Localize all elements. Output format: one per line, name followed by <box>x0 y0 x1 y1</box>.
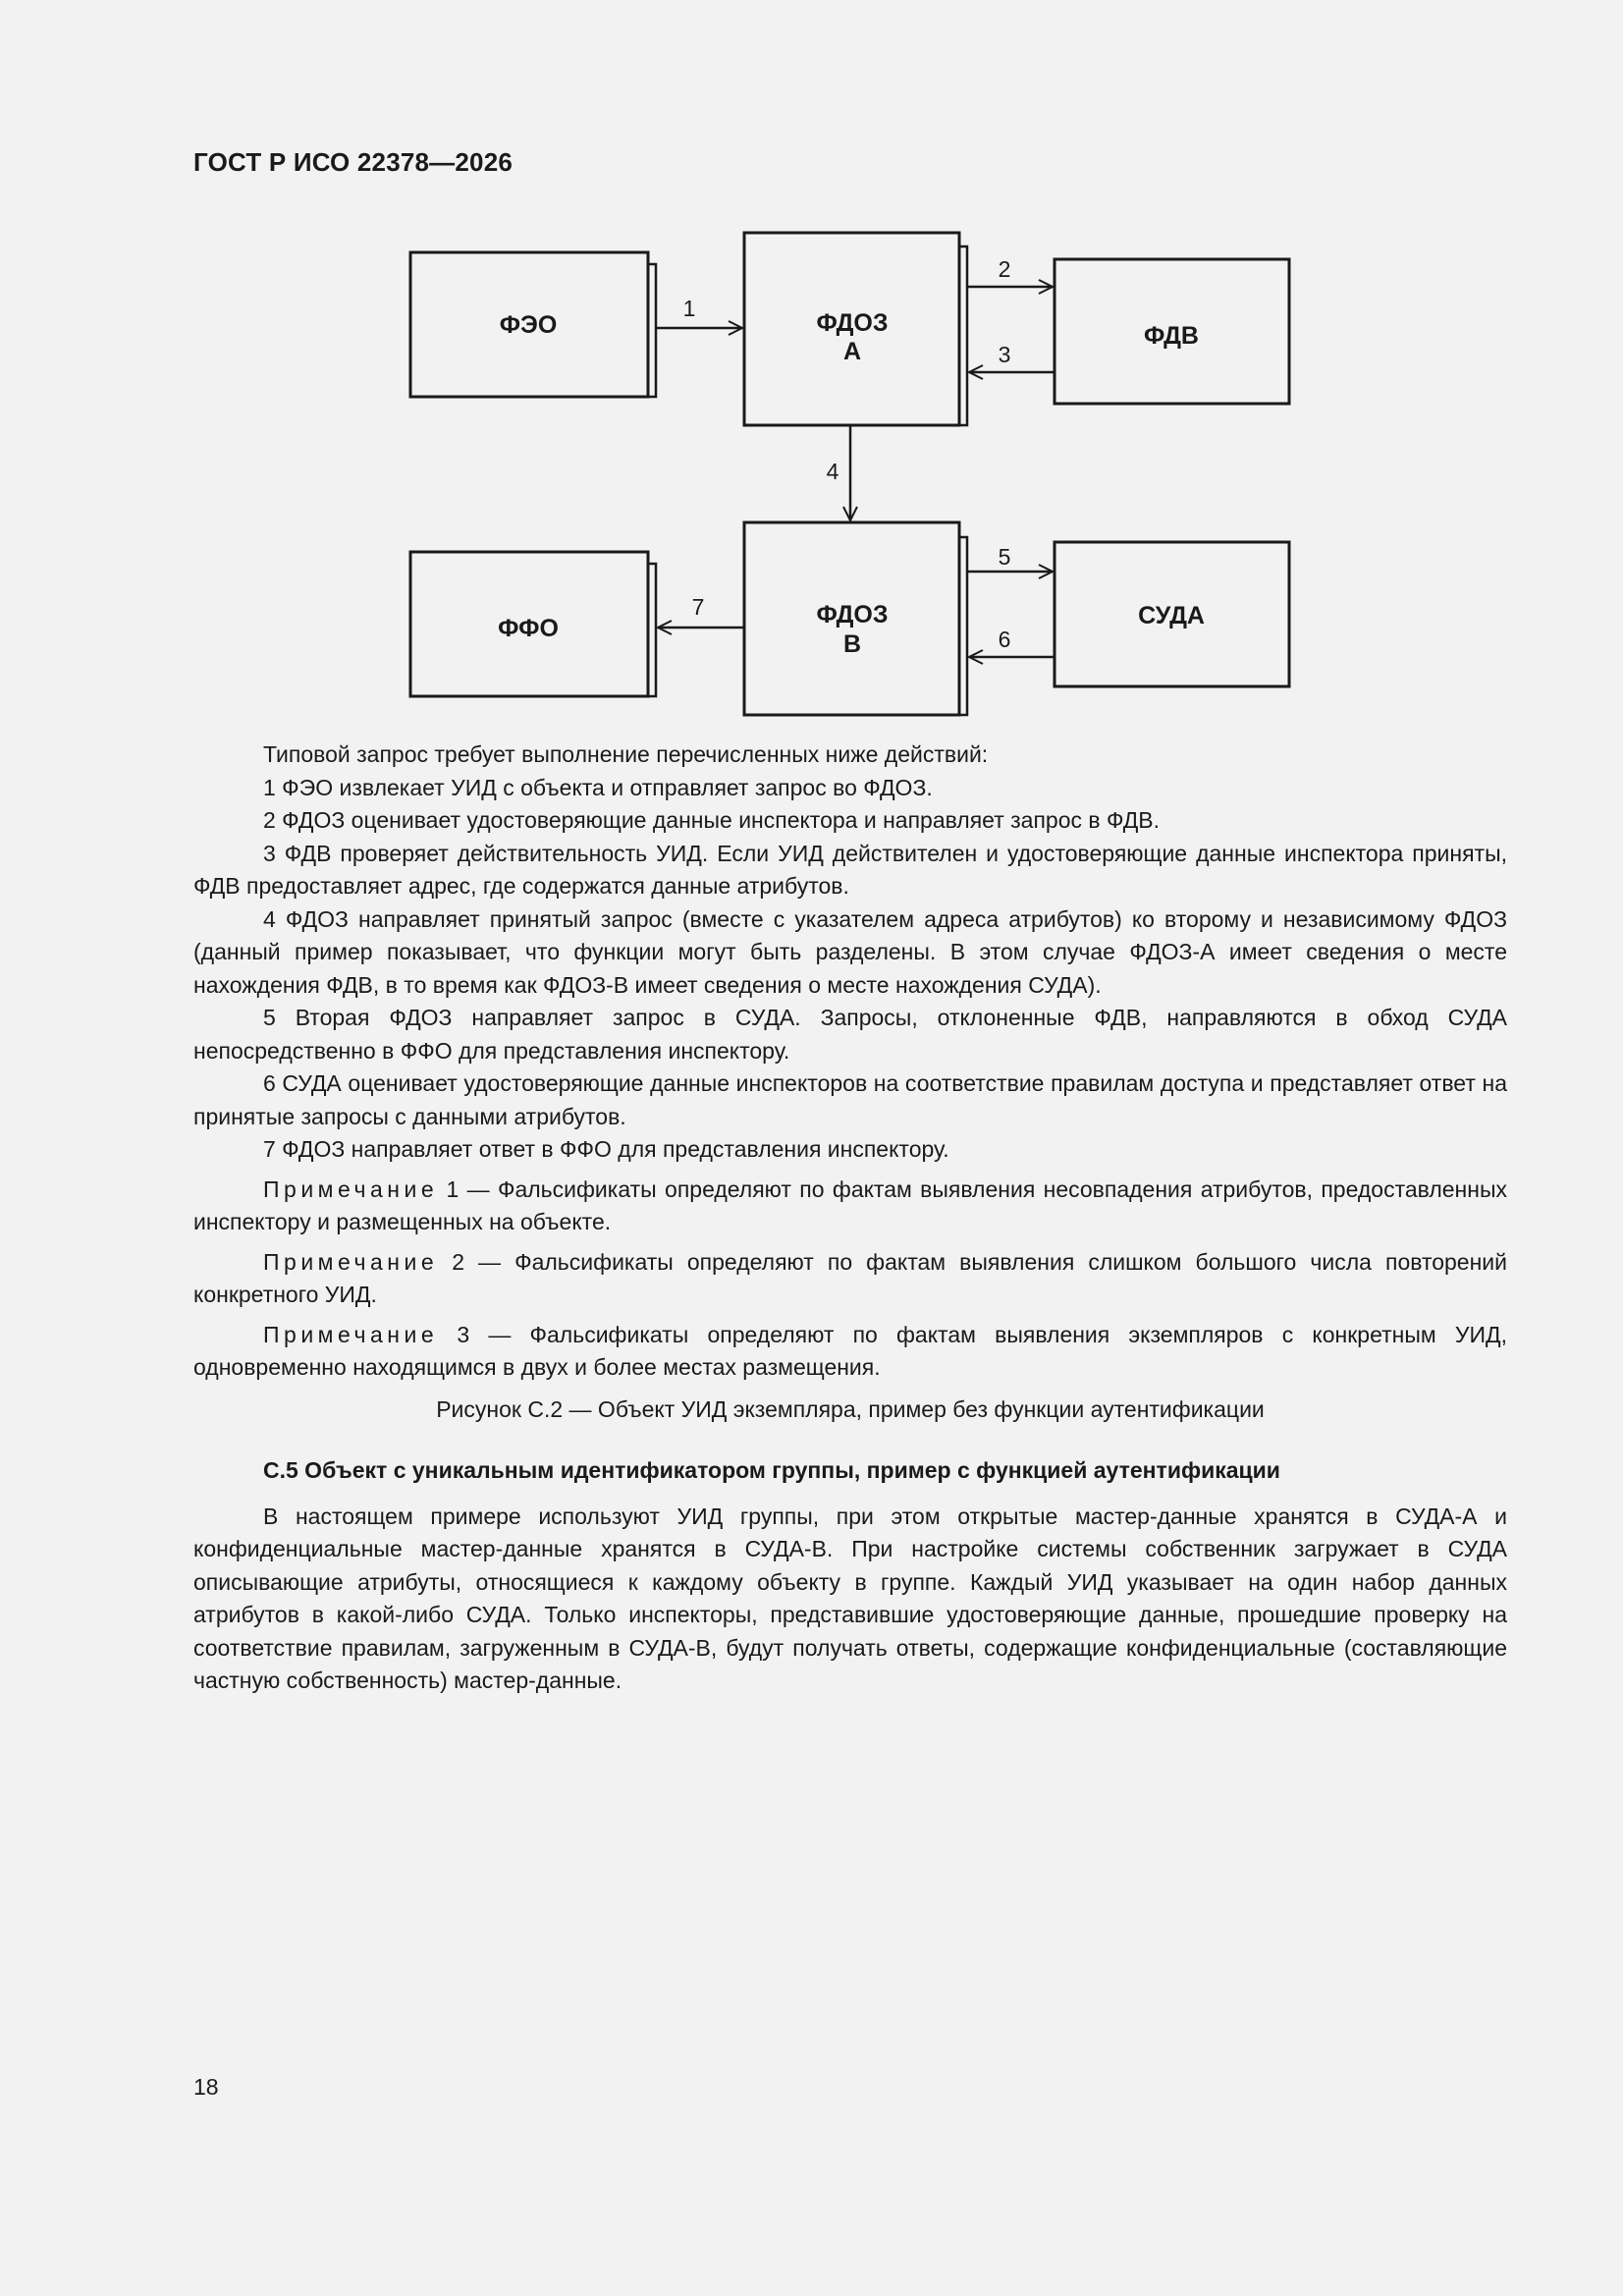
box-fdoz-b <box>744 522 967 715</box>
box-ffo-label: ФФО <box>498 615 559 642</box>
box-fdv-label: ФДВ <box>1144 322 1199 350</box>
note-1 <box>193 1174 1507 1239</box>
figure-caption: Рисунок С.2 — Объект УИД экземпляра, пример без функции аутентификации <box>436 1395 1265 1422</box>
box-suda <box>1055 542 1289 686</box>
arrow-5 <box>967 544 1053 572</box>
box-suda-label: СУДА <box>1138 602 1205 629</box>
arrow-7 <box>658 594 744 628</box>
box-fdoz-a-label-1: ФДОЗ <box>816 309 889 337</box>
note-1-text: 1 — Фальсификаты определяют по фактам выявления несовпадения атрибутов, предоставленных инспектору и размещенных на объекте. <box>193 1175 1507 1234</box>
intro-paragraph: Типовой запрос требует выполнение перечисленных ниже действий: <box>263 741 989 767</box>
box-fdoz-b-label-1: ФДОЗ <box>816 601 889 629</box>
arrow-6 <box>969 627 1055 657</box>
page-number: 18 <box>193 2074 219 2100</box>
document-header: ГОСТ Р ИСО 22378—2026 <box>193 147 514 177</box>
step-4: 4 ФДОЗ направляет принятый запрос (вместе с указателем адреса атрибутов) ко второму и независимому ФДОЗ (данный пример показывает, что функции могут быть разделены. В этом случае ФДОЗ-А имеет сведения о месте нахождения ФДВ, в то время как ФДОЗ-В имеет сведения о месте нахождения СУДА). <box>193 905 1507 998</box>
note-1-label: Примечание <box>263 1175 439 1202</box>
arrow-4 <box>827 425 850 520</box>
section-title: С.5 Объект с уникальным идентификатором группы, пример с функцией аутентификации <box>263 1457 1280 1483</box>
step-1: 1 ФЭО извлекает УИД с объекта и отправляет запрос во ФДОЗ. <box>263 774 933 800</box>
section-paragraph: В настоящем примере используют УИД группы, при этом открытые мастер-данные хранятся в СУДА-А и конфиденциальные мастер-данные хранятся в СУДА-В. При настройке системы собственник загружает в СУДА описывающие атрибуты, относящиеся к каждому объекту в группе. Каждый УИД указывает на один набор данных атрибутов в какой-либо СУДА. Только инспекторы, представившие удостоверяющие данные, прошедшие проверку на соответствие правилам, загруженным в СУДА-В, будут получать ответы, содержащие конфиденциальные (составляющие частную собственность) мастер-данные. <box>193 1503 1507 1693</box>
document-body <box>193 738 1507 1698</box>
note-2 <box>193 1246 1507 1312</box>
step-2: 2 ФДОЗ оценивает удостоверяющие данные инспектора и направляет запрос в ФДВ. <box>263 807 1161 833</box>
note-3-label: Примечание <box>263 1321 439 1347</box>
flow-diagram <box>0 0 1623 746</box>
box-fdoz-b-label-2: В <box>842 630 862 658</box>
arrow-2-label: 2 <box>998 256 1011 282</box>
arrow-3 <box>969 342 1055 372</box>
box-feo <box>410 252 656 397</box>
box-feo-label: ФЭО <box>499 311 558 339</box>
box-ffo <box>410 552 656 696</box>
arrow-4-label: 4 <box>826 459 839 484</box>
note-3 <box>193 1319 1507 1385</box>
note-3-text: 3 — Фальсификаты определяют по фактам выявления экземпляров с конкретным УИД, одновременно находящимся в двух и более местах размещения. <box>193 1321 1507 1380</box>
note-2-text: 2 — Фальсификаты определяют по фактам выявления слишком большого числа повторений конкретного УИД. <box>193 1248 1507 1307</box>
arrow-6-label: 6 <box>998 627 1011 652</box>
box-fdv <box>1055 259 1289 404</box>
step-7: 7 ФДОЗ направляет ответ в ФФО для представления инспектору. <box>263 1136 949 1162</box>
note-2-label: Примечание <box>263 1248 439 1275</box>
arrow-2 <box>967 256 1053 287</box>
arrow-1 <box>656 296 742 328</box>
arrow-5-label: 5 <box>998 544 1011 570</box>
arrow-1-label: 1 <box>682 296 696 321</box>
box-fdoz-a <box>744 233 967 425</box>
step-3: 3 ФДВ проверяет действительность УИД. Если УИД действителен и удостоверяющие данные инспектора приняты, ФДВ предоставляет адрес, где содержатся данные атрибутов. <box>193 840 1507 899</box>
box-fdoz-a-label-2: А <box>842 338 862 365</box>
arrow-3-label: 3 <box>998 342 1011 367</box>
step-6: 6 СУДА оценивает удостоверяющие данные инспекторов на соответствие правилам доступа и представляет ответ на принятые запросы с данными атрибутов. <box>193 1070 1507 1129</box>
step-5: 5 Вторая ФДОЗ направляет запрос в СУДА. Запросы, отклоненные ФДВ, направляются в обход СУДА непосредственно в ФФО для представления инспектору. <box>193 1005 1507 1064</box>
arrow-7-label: 7 <box>691 594 705 620</box>
